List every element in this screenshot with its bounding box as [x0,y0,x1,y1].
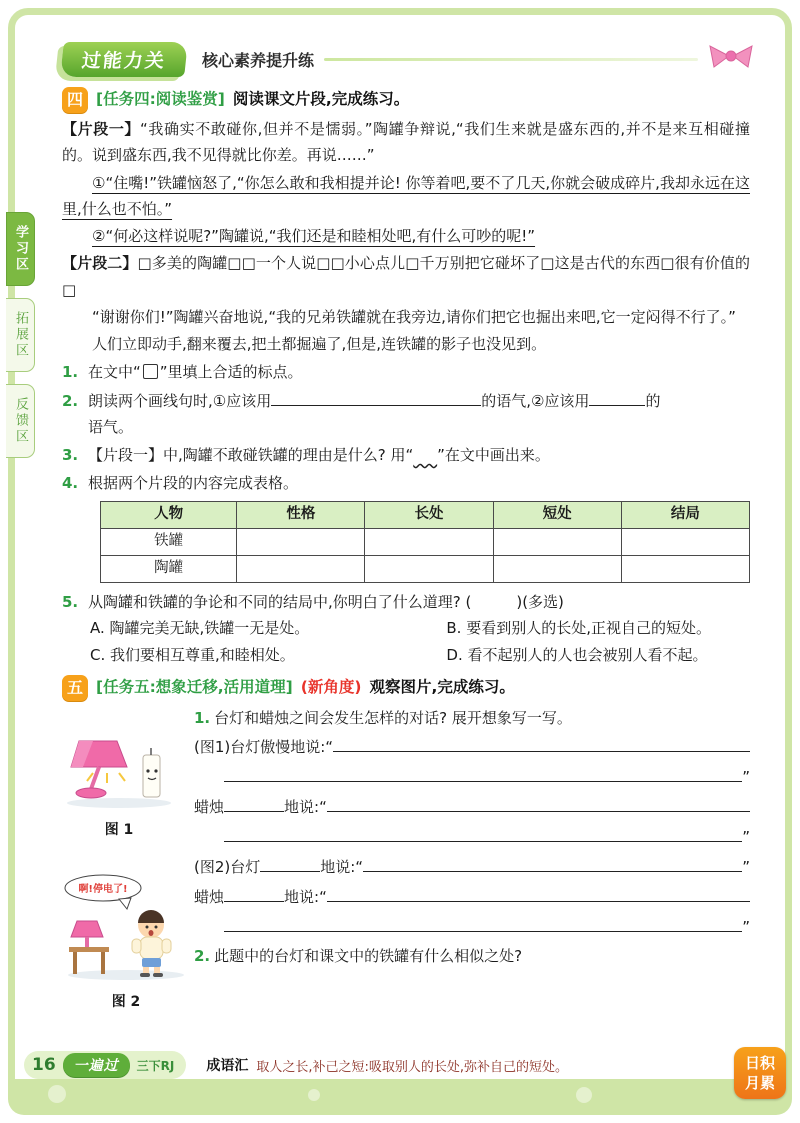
blank-line[interactable] [224,828,742,842]
fragment1-text: “我确实不敢碰你,但并不是懦弱。”陶罐争辩说,“我们生来就是盛东西的,并不是来互相碰撞的。说到盛东西,我不见得就比你差。再说……” [62,120,750,165]
daily-accumulation-badge [734,1047,786,1099]
task5-questions [194,705,750,970]
underlined-sentence-2: ②“何必这样说呢?”陶罐说,“我们还是和睦相处吧,有什么可吵的呢!” [92,227,536,246]
task4-header [62,86,750,113]
task5-body [62,705,750,1010]
table-header-strength: 长处 [365,501,493,528]
question-5-number: 5. [62,592,79,611]
blank-line[interactable] [260,858,320,872]
table-cell-empty[interactable] [365,528,493,555]
table-header-personality: 性格 [237,501,365,528]
blank-line[interactable] [333,738,750,752]
edition-label: 三下RJ [136,1058,175,1073]
dialogue-line-1-text: (图1)台灯傲慢地说:“ [194,737,334,756]
question-5-text: 从陶罐和铁罐的争论和不同的结局中,你明白了什么道理? ( )(多选) [88,592,564,611]
idiom-text: 取人之长,补己之短:吸取别人的长处,弥补自己的短处。 [256,1059,569,1075]
dialogue-line-2b [194,822,750,852]
figure-1-label: 图 1 [104,821,134,838]
task5-title: 观察图片,完成练习。 [369,678,515,697]
figure-1 [62,735,176,843]
page-header [62,42,754,77]
dialogue-line-4b [194,912,750,942]
table-cell-empty[interactable] [621,555,749,582]
question-4-number: 4. [62,474,79,493]
question-4 [62,470,750,582]
question-1-number: 1. [62,363,79,382]
question-2-line2: 语气。 [88,417,134,436]
fragment2-paragraph [62,250,750,303]
flower-deco [308,1089,320,1101]
dialogue-line-3-mid: 地说:“ [320,857,364,876]
answer-table [100,501,750,583]
fragment2-text: □多美的陶罐□□一个人说□□小心点儿□千万别把它碰坏了□这是古代的东西□很有价值的□ [62,254,750,299]
sidebar [6,212,35,458]
task4-bracket-label: [任务四:阅读鉴赏] [96,90,225,108]
question-5-options [88,615,750,669]
question-2-text-mid: 的语气,②应该用 [481,391,590,410]
task4-title: 阅读课文片段,完成练习。 [232,90,410,108]
table-cell-empty[interactable] [237,555,365,582]
fragment1-paragraph [62,116,750,169]
fragment2-label: 【片段二】 [62,254,138,273]
header-badge [60,42,188,77]
daily-accumulation-label: 日积月累 [744,1053,775,1092]
dialogue-line-4 [194,882,750,912]
header-rule [324,58,698,61]
page-footer [24,1051,724,1079]
sidebar-tab-label: 拓展区 [13,311,28,359]
table-header-ending: 结局 [621,501,749,528]
figure-2 [62,873,190,1015]
table-header-row [101,501,750,528]
option-c: C. 我们要相互尊重,和睦相处。 [90,646,295,665]
question-5 [62,589,750,669]
table-cell-empty[interactable] [237,528,365,555]
option-d: D. 看不起别人的人也会被别人看不起。 [446,646,708,665]
closing-quote: ” [742,827,750,846]
blank-line[interactable] [363,858,742,872]
task5-question-1 [194,705,750,731]
table-cell-character: 陶罐 [101,555,237,582]
question-4-text: 根据两个片段的内容完成表格。 [88,474,299,493]
closing-quote: ” [742,767,750,786]
question-3 [62,442,750,468]
task5-question-1-text: 台灯和蜡烛之间会发生怎样的对话? 展开想象写一写。 [214,708,572,727]
header-subtitle: 核心素养提升练 [202,51,315,70]
pink-bow-icon [708,43,754,69]
fragment1-label: 【片段一】 [62,120,141,139]
dialogue-line-2-pre: 蜡烛 [194,797,225,816]
table-cell-character: 铁罐 [101,528,237,555]
sidebar-tab-feedback [6,384,35,458]
question-3-text-pre: 【片段一】中,陶罐不敢碰铁罐的理由是什么? 用“ [88,446,414,465]
idiom-section-label: 成语汇 [206,1058,249,1074]
fragment2-paragraph-3: 人们立即动手,翻来覆去,把土都掘遍了,但是,连铁罐的影子也没见到。 [92,335,547,354]
blank-line[interactable] [224,768,742,782]
sidebar-tab-study [6,212,35,286]
task5-question-2 [194,943,750,969]
blank-line[interactable] [327,888,750,902]
figure-2-label: 图 2 [111,993,141,1010]
task4-number-badge: 四 [62,87,88,113]
dialogue-line-1b [194,762,750,792]
option-a: A. 陶罐完美无缺,铁罐一无是处。 [90,618,310,637]
blank-line[interactable] [224,888,284,902]
closing-quote: ” [742,857,750,876]
table-header-weakness: 短处 [493,501,621,528]
sidebar-tab-extend [6,298,35,372]
sidebar-tab-label: 学习区 [13,225,28,273]
blank-line[interactable] [224,918,742,932]
task5-question-1-number: 1. [194,708,211,727]
footer-page-block [24,1051,186,1079]
question-1-text-pre: 在文中“ [88,363,141,382]
table-cell-empty[interactable] [493,555,621,582]
table-row [101,528,750,555]
blank-line[interactable] [327,798,750,812]
blank-line[interactable] [589,392,645,406]
table-header-character: 人物 [101,501,237,528]
series-logo: 一遍过 [63,1053,130,1077]
dialogue-line-4-pre: 蜡烛 [194,887,225,906]
dialogue-line-1 [194,732,750,762]
closing-quote: ” [742,917,750,936]
underlined-sentence-1: ①“住嘴!”铁罐恼怒了,“你怎么敢和我相提并论! 你等着吧,要不了几天,你就会破成碎片,我却永远在这里,什么也不怕。” [62,173,750,218]
punctuation-box[interactable] [143,364,158,379]
option-b: B. 要看到别人的长处,正视自己的短处。 [446,618,711,637]
table-cell-empty[interactable] [493,528,621,555]
wavy-line-mark [413,442,437,468]
main-content [62,80,750,1010]
blank-line[interactable] [271,392,481,406]
bottom-decor-band [8,1079,792,1115]
question-2-text-tail: 的 [645,391,661,410]
question-2-text-pre: 朗读两个画线句时,①应该用 [88,391,272,410]
question-2 [62,388,750,441]
question-2-line1 [88,388,750,414]
lamp-and-candle-illustration [63,735,175,809]
dialogue-line-2-mid: 地说:“ [284,797,327,816]
task5-question-2-text: 此题中的台灯和课文中的铁罐有什么相似之处? [214,946,523,965]
task5-question-2-number: 2. [194,946,211,965]
blank-line[interactable] [224,798,284,812]
header-badge-label: 过能力关 [80,50,168,72]
table-cell-empty[interactable] [365,555,493,582]
flower-deco [576,1087,592,1103]
task5-bracket-label: [任务五:想象迁移,活用道理] [96,678,293,697]
dialogue-line-2 [194,792,750,822]
page-number: 16 [32,1055,56,1075]
bow-deco-wrap [708,47,754,73]
task5-angle-tag: (新角度) [300,678,362,697]
task5-header [62,674,750,701]
flower-deco [48,1085,66,1103]
fragment2-paragraph-2: “谢谢你们!”陶罐兴奋地说,“我的兄弟铁罐就在我旁边,请你们把它也掘出来吧,它一定闷得不行了。” [92,307,736,326]
boy-blackout-illustration [63,873,189,981]
speech-bubble-text: 啊!停电了! [78,883,128,895]
dialogue-line-4-mid: 地说:“ [284,887,327,906]
question-1 [62,359,750,385]
question-3-number: 3. [62,446,79,465]
table-row [101,555,750,582]
question-2-number: 2. [62,391,79,410]
question-1-text-post: ”里填上合适的标点。 [159,363,303,382]
sidebar-tab-label: 反馈区 [13,397,28,445]
dialogue-line-3-pre: (图2)台灯 [194,857,261,876]
dialogue-line-3 [194,852,750,882]
table-cell-empty[interactable] [621,528,749,555]
question-3-text-tail: ”在文中画出来。 [437,446,550,465]
task5-number-badge: 五 [62,675,88,701]
